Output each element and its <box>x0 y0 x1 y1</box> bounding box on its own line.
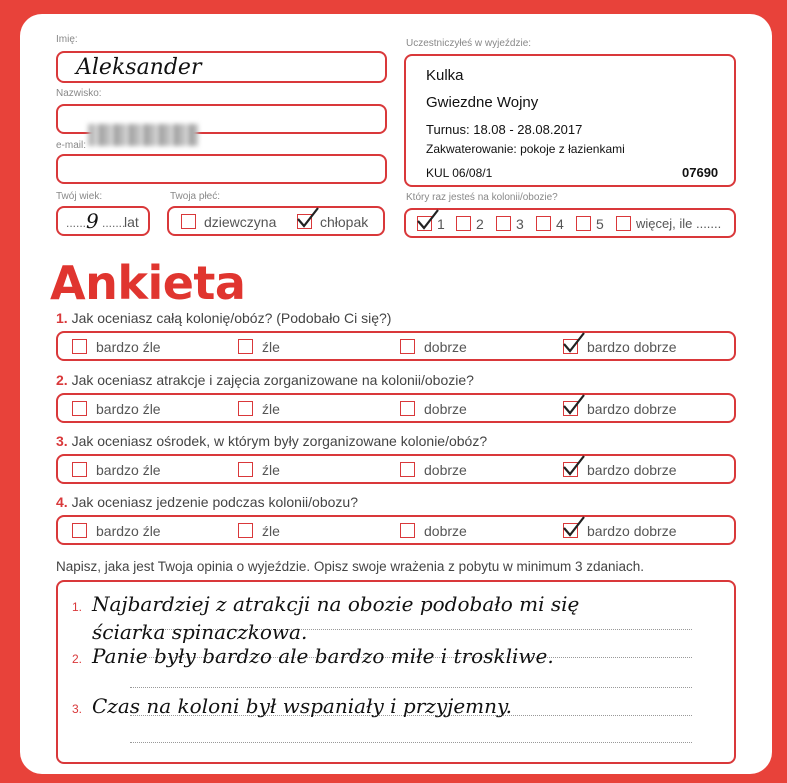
question-number: 2. <box>56 372 68 388</box>
email-label: e-mail: <box>56 140 87 151</box>
which-time-option-1: 1 <box>437 216 445 232</box>
rating-option-label: bardzo dobrze <box>587 462 677 478</box>
question-label: Jak oceniasz atrakcje i zajęcia zorganizowane na kolonii/obozie? <box>71 372 474 388</box>
gender-option-boy: chłopak <box>320 214 369 230</box>
age-label: Twój wiek: <box>56 191 103 202</box>
opinion-line-number: 2. <box>72 652 83 666</box>
gender-label: Twoja płeć: <box>170 191 221 202</box>
rating-checkbox[interactable] <box>238 401 253 416</box>
rating-option-label: źle <box>262 462 280 478</box>
name-field[interactable] <box>56 51 387 83</box>
age-value: 9 <box>86 209 99 233</box>
which-time-checkbox-more[interactable] <box>616 216 631 231</box>
rating-checkbox[interactable] <box>563 339 578 354</box>
email-field[interactable] <box>56 154 387 184</box>
rating-checkbox[interactable] <box>400 339 415 354</box>
lodging-value: pokoje z łazienkami <box>520 142 625 156</box>
which-time-option-2: 2 <box>476 216 484 232</box>
name-label: Imię: <box>56 34 78 45</box>
trip-name-1: Kulka <box>426 67 464 84</box>
rating-option-label: dobrze <box>424 401 467 417</box>
opinion-line: Czas na koloni był wspaniały i przyjemny. <box>92 694 513 718</box>
trip-info-box <box>404 54 736 187</box>
question-label: Jak oceniasz całą kolonię/obóz? (Podobało Ci się?) <box>71 310 392 326</box>
rating-checkbox[interactable] <box>563 523 578 538</box>
turnus-value: 18.08 - 28.08.2017 <box>473 122 583 137</box>
rating-checkbox[interactable] <box>400 523 415 538</box>
rating-row <box>56 454 736 484</box>
rating-option-label: bardzo dobrze <box>587 401 677 417</box>
rating-checkbox[interactable] <box>72 462 87 477</box>
code-right: 07690 <box>682 165 719 180</box>
rating-option-label: bardzo źle <box>96 523 161 539</box>
code-left: KUL 06/08/1 <box>426 166 493 180</box>
surname-label: Nazwisko: <box>56 88 102 99</box>
rating-row <box>56 331 736 361</box>
rating-option-label: bardzo źle <box>96 462 161 478</box>
check-icon <box>562 515 586 539</box>
rating-checkbox[interactable] <box>563 462 578 477</box>
which-time-option-5: 5 <box>596 216 604 232</box>
which-time-checkbox-4[interactable] <box>536 216 551 231</box>
question-number: 3. <box>56 433 68 449</box>
survey-title: Ankieta <box>50 256 246 310</box>
which-time-checkbox-2[interactable] <box>456 216 471 231</box>
gender-option-girl: dziewczyna <box>204 214 277 230</box>
rating-option-label: dobrze <box>424 339 467 355</box>
which-time-option-4: 4 <box>556 216 564 232</box>
gender-field <box>167 206 385 236</box>
opinion-line: Panie były bardzo ale bardzo miłe i troskliwe. <box>92 644 554 668</box>
age-unit: lat <box>124 214 139 230</box>
which-time-checkbox-1[interactable] <box>417 216 432 231</box>
rating-checkbox[interactable] <box>400 462 415 477</box>
rating-option-label: źle <box>262 401 280 417</box>
rating-option-label: bardzo źle <box>96 401 161 417</box>
which-time-checkbox-5[interactable] <box>576 216 591 231</box>
rating-checkbox[interactable] <box>238 462 253 477</box>
rating-row <box>56 515 736 545</box>
rating-option-label: bardzo dobrze <box>587 339 677 355</box>
rating-row <box>56 393 736 423</box>
rating-checkbox[interactable] <box>563 401 578 416</box>
opinion-line: Najbardziej z atrakcji na obozie podobało mi się <box>92 592 580 616</box>
check-icon <box>562 393 586 417</box>
opinion-box[interactable] <box>56 580 736 764</box>
rating-checkbox[interactable] <box>400 401 415 416</box>
question-label: Jak oceniasz jedzenie podczas kolonii/obozu? <box>71 494 358 510</box>
opinion-line: ściarka spinaczkowa. <box>92 620 308 644</box>
opinion-prompt: Napisz, jaka jest Twoja opinia o wyjeździe. Opisz swoje wrażenia z pobytu w minimum 3 zdaniach. <box>56 559 645 574</box>
trips-label: Uczestniczyłeś w wyjeździe: <box>406 38 532 49</box>
rating-option-label: bardzo źle <box>96 339 161 355</box>
gender-checkbox-boy[interactable] <box>297 214 312 229</box>
question-text <box>56 310 391 326</box>
question-label: Jak oceniasz ośrodek, w którym były zorganizowane kolonie/obóz? <box>71 433 488 449</box>
rating-option-label: dobrze <box>424 523 467 539</box>
which-time-option-more: więcej, ile ....... <box>636 216 722 231</box>
opinion-line-number: 3. <box>72 702 83 716</box>
lodging-label: Zakwaterowanie: <box>426 142 517 156</box>
survey-form <box>20 14 772 774</box>
lodging-row <box>426 142 625 156</box>
check-icon <box>296 206 320 230</box>
question-text <box>56 494 358 510</box>
rating-option-label: bardzo dobrze <box>587 523 677 539</box>
which-time-label: Który raz jesteś na kolonii/obozie? <box>406 192 558 203</box>
rating-option-label: dobrze <box>424 462 467 478</box>
turnus-label: Turnus: <box>426 122 470 137</box>
question-text <box>56 433 487 449</box>
turnus-row <box>426 122 582 137</box>
rating-checkbox[interactable] <box>238 339 253 354</box>
question-number: 1. <box>56 310 68 326</box>
redacted-surname <box>88 124 198 146</box>
rating-option-label: źle <box>262 523 280 539</box>
which-time-checkbox-3[interactable] <box>496 216 511 231</box>
rating-checkbox[interactable] <box>72 401 87 416</box>
question-text <box>56 372 474 388</box>
rating-checkbox[interactable] <box>72 523 87 538</box>
check-icon <box>562 331 586 355</box>
name-value: Aleksander <box>76 55 202 80</box>
gender-checkbox-girl[interactable] <box>181 214 196 229</box>
rating-option-label: źle <box>262 339 280 355</box>
which-time-option-3: 3 <box>516 216 524 232</box>
age-field[interactable]: ...... 9 ....... lat <box>56 206 150 236</box>
rating-checkbox[interactable] <box>72 339 87 354</box>
which-time-field <box>404 208 736 238</box>
opinion-line-number: 1. <box>72 600 83 614</box>
rating-checkbox[interactable] <box>238 523 253 538</box>
question-number: 4. <box>56 494 68 510</box>
trip-name-2: Gwiezdne Wojny <box>426 94 539 111</box>
check-icon <box>562 454 586 478</box>
